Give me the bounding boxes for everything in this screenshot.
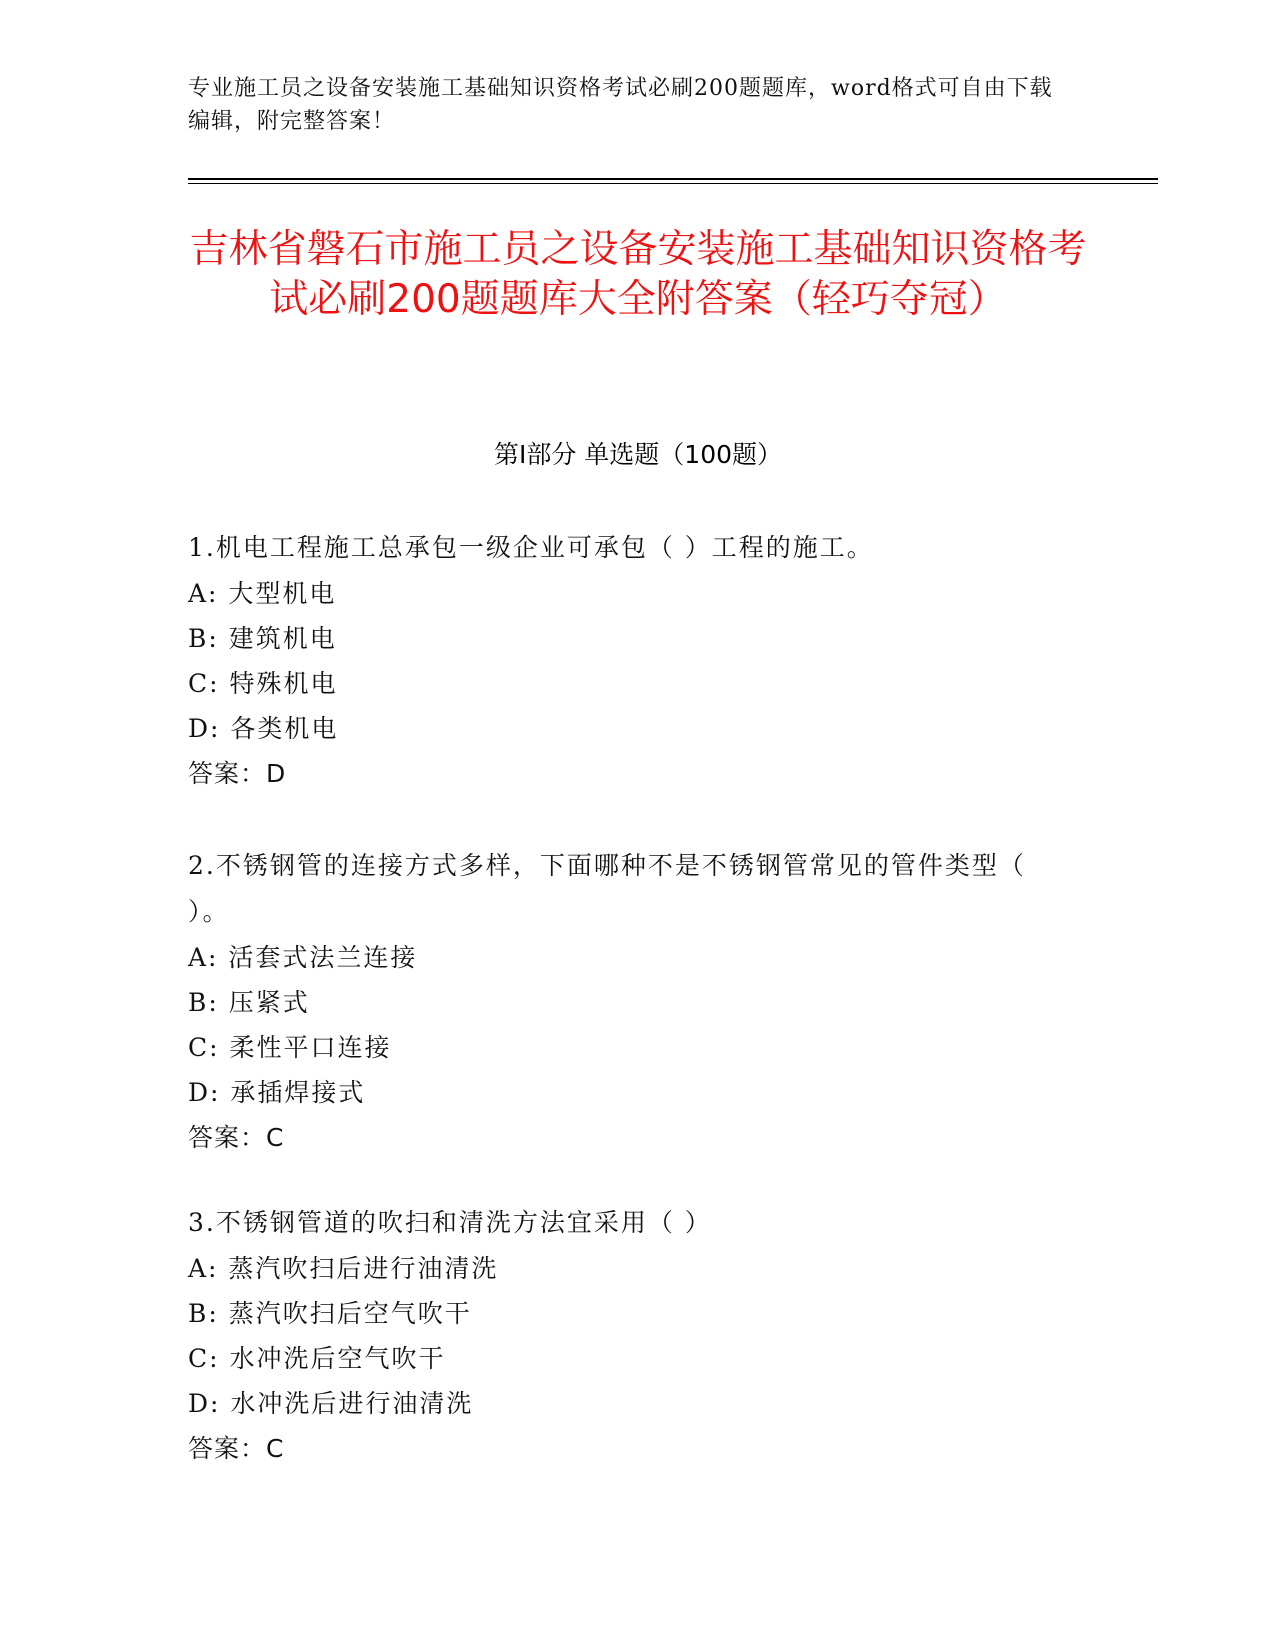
question-stem: 3.不锈钢管道的吹扫和清洗方法宜采用（ ）	[188, 1208, 712, 1237]
document-title: 吉林省磐石市施工员之设备安装施工基础知识资格考试必刷200题题库大全附答案（轻巧夺冠）	[189, 227, 1087, 322]
option-c: C: 柔性平口连接	[188, 1033, 392, 1062]
question-3	[188, 1200, 1068, 1472]
question-stem: 1.机电工程施工总承包一级企业可承包（ ）工程的施工。	[188, 533, 874, 562]
option-a: A: 蒸汽吹扫后进行油清洗	[188, 1254, 499, 1283]
question-2	[188, 843, 1068, 1161]
question-stem: 2.不锈钢管的连接方式多样，下面哪种不是不锈钢管常见的管件类型（ ）。	[188, 851, 1026, 926]
section-heading: 第I部分 单选题（100题）	[493, 440, 783, 469]
option-d: D: 水冲洗后进行油清洗	[188, 1389, 474, 1418]
option-c: C: 水冲洗后空气吹干	[188, 1344, 446, 1373]
header-divider-thin	[188, 183, 1158, 184]
question-1	[188, 525, 1068, 797]
option-d: D: 各类机电	[188, 714, 339, 743]
option-b: B: 压紧式	[188, 988, 310, 1017]
answer-line: 答案：D	[188, 759, 287, 788]
answer-line: 答案：C	[188, 1123, 285, 1152]
option-d: D: 承插焊接式	[188, 1078, 366, 1107]
option-a: A: 大型机电	[188, 579, 337, 608]
answer-line: 答案：C	[188, 1434, 285, 1463]
option-c: C: 特殊机电	[188, 669, 338, 698]
header-note: 专业施工员之设备安装施工基础知识资格考试必刷200题题库，word格式可自由下载编辑，附完整答案！	[188, 76, 1053, 134]
header-divider-thick	[188, 178, 1158, 180]
option-b: B: 蒸汽吹扫后空气吹干	[188, 1299, 472, 1328]
option-b: B: 建筑机电	[188, 624, 337, 653]
option-a: A: 活套式法兰连接	[188, 943, 418, 972]
